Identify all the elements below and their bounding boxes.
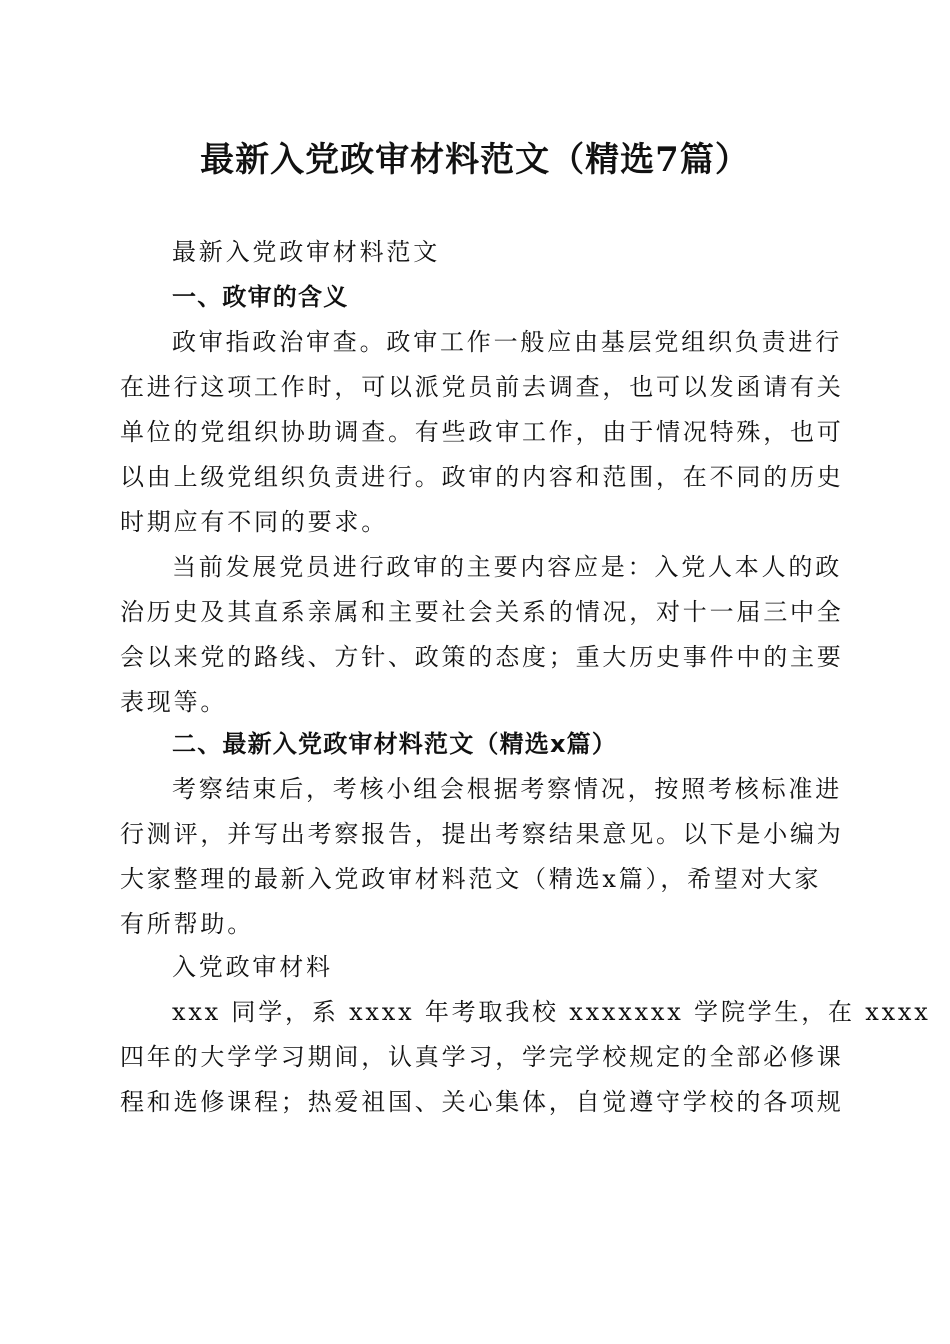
- section-1-paragraph-1: [120, 320, 844, 545]
- text-line: xxx 同学，系 xxxx 年考取我校 xxxxxxx 学院学生，在 xxxx: [172, 998, 931, 1026]
- text-line: 时期应有不同的要求。: [120, 508, 388, 536]
- material-title: 入党政审材料: [172, 953, 333, 981]
- text-line: 程和选修课程；热爱祖国、关心集体，自觉遵守学校的各项规: [120, 1088, 844, 1116]
- text-line: 四年的大学学习期间，认真学习，学完学校规定的全部必修课: [120, 1043, 844, 1071]
- text-line: 有所帮助。: [120, 910, 254, 938]
- text-line: 在进行这项工作时，可以派党员前去调查，也可以发函请有关: [120, 373, 844, 401]
- material-paragraph: [120, 990, 931, 1125]
- section-2-heading: 二、最新入党政审材料范文（精选x篇）: [172, 730, 618, 758]
- section-1-heading: 一、政审的含义: [172, 283, 349, 311]
- text-line: 表现等。: [120, 688, 228, 716]
- text-line: 当前发展党员进行政审的主要内容应是：入党人本人的政: [172, 553, 842, 581]
- text-line: 以由上级党组织负责进行。政审的内容和范围，在不同的历史: [120, 463, 844, 491]
- text-line: 治历史及其直系亲属和主要社会关系的情况，对十一届三中全: [120, 598, 844, 626]
- text-line: 政审指政治审查。政审工作一般应由基层党组织负责进行: [172, 328, 842, 356]
- section-1-paragraph-2: [120, 545, 844, 725]
- text-line: 考察结束后，考核小组会根据考察情况，按照考核标准进: [172, 775, 842, 803]
- text-line: 单位的党组织协助调查。有些政审工作，由于情况特殊，也可: [120, 418, 844, 446]
- text-line: 大家整理的最新入党政审材料范文（精选x篇），希望对大家: [120, 865, 822, 893]
- document-title: 最新入党政审材料范文（精选7篇）: [200, 140, 750, 180]
- section-2-paragraph: [120, 767, 844, 947]
- text-line: 行测评，并写出考察报告，提出考察结果意见。以下是小编为: [120, 820, 844, 848]
- subtitle: 最新入党政审材料范文: [172, 238, 440, 266]
- text-line: 会以来党的路线、方针、政策的态度；重大历史事件中的主要: [120, 643, 844, 671]
